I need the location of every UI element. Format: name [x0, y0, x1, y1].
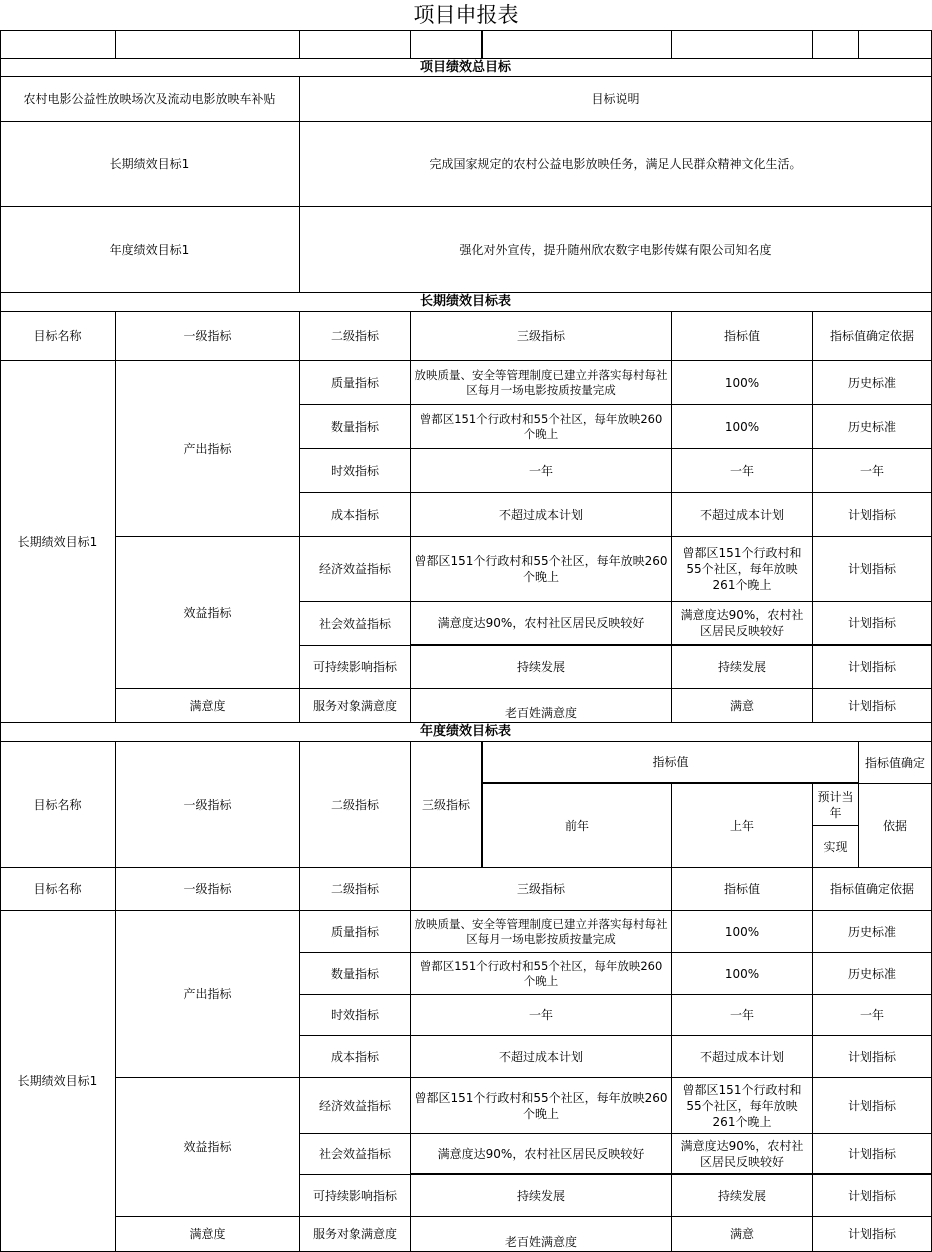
column-header: 目标名称 — [0, 868, 116, 911]
level3-cell: 曾都区151个行政村和55个社区，每年放映260个晚上 — [411, 1078, 672, 1134]
overall-goal-name: 年度绩效目标1 — [0, 207, 300, 293]
blank-cell — [116, 31, 300, 59]
column-header: 目标名称 — [0, 312, 116, 361]
level3-cell: 曾都区151个行政村和55个社区，每年放映260个晚上 — [411, 537, 672, 602]
level2-cell: 质量指标 — [300, 911, 411, 953]
section-title-overall: 项目绩效总目标 — [0, 59, 932, 77]
column-header: 一级指标 — [116, 312, 300, 361]
level1-cell: 效益指标 — [116, 1078, 300, 1217]
column-header: 预计当年 — [813, 784, 859, 826]
basis-cell: 历史标准 — [813, 953, 932, 995]
goal-name-cell: 长期绩效目标1 — [0, 361, 116, 723]
level2-cell: 成本指标 — [300, 493, 411, 537]
indicator-value-cell: 持续发展 — [672, 646, 813, 689]
column-header: 依据 — [859, 784, 932, 868]
column-header: 二级指标 — [300, 868, 411, 911]
overall-goal-desc: 完成国家规定的农村公益电影放映任务，满足人民群众精神文化生活。 — [300, 122, 932, 207]
indicator-value-cell: 满意 — [672, 689, 813, 723]
level3-cell: 曾都区151个行政村和55个社区，每年放映260个晚上 — [411, 405, 672, 449]
level2-cell: 可持续影响指标 — [300, 1175, 411, 1217]
section-title-long-term: 长期绩效目标表 — [0, 293, 932, 312]
level3-cell: 持续发展 — [411, 646, 672, 689]
column-header: 指标值确定 — [859, 742, 932, 784]
basis-cell: 计划指标 — [813, 1175, 932, 1217]
blank-cell — [0, 31, 116, 59]
indicator-value-cell: 满意度达90%，农村社区居民反映较好 — [672, 602, 813, 646]
column-header: 三级指标 — [411, 742, 483, 868]
basis-cell: 计划指标 — [813, 537, 932, 602]
column-header: 指标值 — [672, 868, 813, 911]
column-header: 二级指标 — [300, 312, 411, 361]
level2-cell: 社会效益指标 — [300, 1134, 411, 1175]
section-title-annual: 年度绩效目标表 — [0, 723, 932, 742]
level3-cell: 不超过成本计划 — [411, 493, 672, 537]
level3-cell: 一年 — [411, 449, 672, 493]
indicator-value-cell: 一年 — [672, 995, 813, 1036]
column-header: 三级指标 — [411, 868, 672, 911]
level1-cell: 满意度 — [116, 1217, 300, 1252]
level3-cell: 老百姓满意度 — [411, 689, 672, 723]
level3-cell: 持续发展 — [411, 1175, 672, 1217]
indicator-value-cell: 不超过成本计划 — [672, 493, 813, 537]
column-header: 指标值 — [483, 742, 859, 784]
level3-cell: 不超过成本计划 — [411, 1036, 672, 1078]
level2-cell: 可持续影响指标 — [300, 646, 411, 689]
level1-cell: 效益指标 — [116, 537, 300, 689]
indicator-value-cell: 一年 — [672, 449, 813, 493]
level3-cell: 一年 — [411, 995, 672, 1036]
basis-cell: 计划指标 — [813, 646, 932, 689]
level2-cell: 数量指标 — [300, 405, 411, 449]
basis-cell: 历史标准 — [813, 361, 932, 405]
level2-cell: 服务对象满意度 — [300, 689, 411, 723]
basis-cell: 计划指标 — [813, 602, 932, 646]
basis-cell: 计划指标 — [813, 1134, 932, 1175]
level3-cell: 放映质量、安全等管理制度已建立并落实每村每社区每月一场电影按质按量完成 — [411, 911, 672, 953]
column-header: 一级指标 — [116, 868, 300, 911]
level2-cell: 时效指标 — [300, 449, 411, 493]
page-title: 项目申报表 — [0, 0, 932, 31]
level3-cell: 老百姓满意度 — [411, 1217, 672, 1252]
column-header: 前年 — [483, 784, 672, 868]
level1-cell: 产出指标 — [116, 911, 300, 1078]
level2-cell: 数量指标 — [300, 953, 411, 995]
blank-cell — [411, 31, 483, 59]
level2-cell: 质量指标 — [300, 361, 411, 405]
indicator-value-cell: 100% — [672, 361, 813, 405]
blank-cell — [813, 31, 859, 59]
column-header: 一级指标 — [116, 742, 300, 868]
level1-cell: 产出指标 — [116, 361, 300, 537]
indicator-value-cell: 不超过成本计划 — [672, 1036, 813, 1078]
column-header: 指标值 — [672, 312, 813, 361]
level2-cell: 服务对象满意度 — [300, 1217, 411, 1252]
level2-cell: 经济效益指标 — [300, 537, 411, 602]
level2-cell: 成本指标 — [300, 1036, 411, 1078]
basis-cell: 一年 — [813, 995, 932, 1036]
basis-cell: 历史标准 — [813, 405, 932, 449]
blank-cell — [859, 31, 932, 59]
indicator-value-cell: 满意度达90%，农村社区居民反映较好 — [672, 1134, 813, 1175]
indicator-value-cell: 曾都区151个行政村和55个社区，每年放映261个晚上 — [672, 1078, 813, 1134]
indicator-value-cell: 100% — [672, 911, 813, 953]
level2-cell: 时效指标 — [300, 995, 411, 1036]
overall-goal-name: 长期绩效目标1 — [0, 122, 300, 207]
level3-cell: 曾都区151个行政村和55个社区，每年放映260个晚上 — [411, 953, 672, 995]
subsidy-name-cell: 农村电影公益性放映场次及流动电影放映车补贴 — [0, 77, 300, 122]
target-desc-header: 目标说明 — [300, 77, 932, 122]
column-header: 目标名称 — [0, 742, 116, 868]
column-header: 指标值确定依据 — [813, 868, 932, 911]
indicator-value-cell: 100% — [672, 953, 813, 995]
level3-cell: 满意度达90%，农村社区居民反映较好 — [411, 602, 672, 646]
goal-name-cell: 长期绩效目标1 — [0, 911, 116, 1252]
level1-cell: 满意度 — [116, 689, 300, 723]
level3-cell: 放映质量、安全等管理制度已建立并落实每村每社区每月一场电影按质按量完成 — [411, 361, 672, 405]
basis-cell: 计划指标 — [813, 1078, 932, 1134]
basis-cell: 历史标准 — [813, 911, 932, 953]
indicator-value-cell: 曾都区151个行政村和55个社区，每年放映261个晚上 — [672, 537, 813, 602]
column-header: 二级指标 — [300, 742, 411, 868]
column-header: 三级指标 — [411, 312, 672, 361]
indicator-value-cell: 满意 — [672, 1217, 813, 1252]
column-header: 实现 — [813, 826, 859, 868]
column-header: 上年 — [672, 784, 813, 868]
indicator-value-cell: 100% — [672, 405, 813, 449]
column-header: 指标值确定依据 — [813, 312, 932, 361]
basis-cell: 计划指标 — [813, 1217, 932, 1252]
basis-cell: 一年 — [813, 449, 932, 493]
blank-cell — [483, 31, 672, 59]
indicator-value-cell: 持续发展 — [672, 1175, 813, 1217]
level3-cell: 满意度达90%，农村社区居民反映较好 — [411, 1134, 672, 1175]
basis-cell: 计划指标 — [813, 689, 932, 723]
blank-cell — [300, 31, 411, 59]
basis-cell: 计划指标 — [813, 1036, 932, 1078]
basis-cell: 计划指标 — [813, 493, 932, 537]
blank-cell — [672, 31, 813, 59]
level2-cell: 社会效益指标 — [300, 602, 411, 646]
level2-cell: 经济效益指标 — [300, 1078, 411, 1134]
overall-goal-desc: 强化对外宣传，提升随州欣农数字电影传媒有限公司知名度 — [300, 207, 932, 293]
